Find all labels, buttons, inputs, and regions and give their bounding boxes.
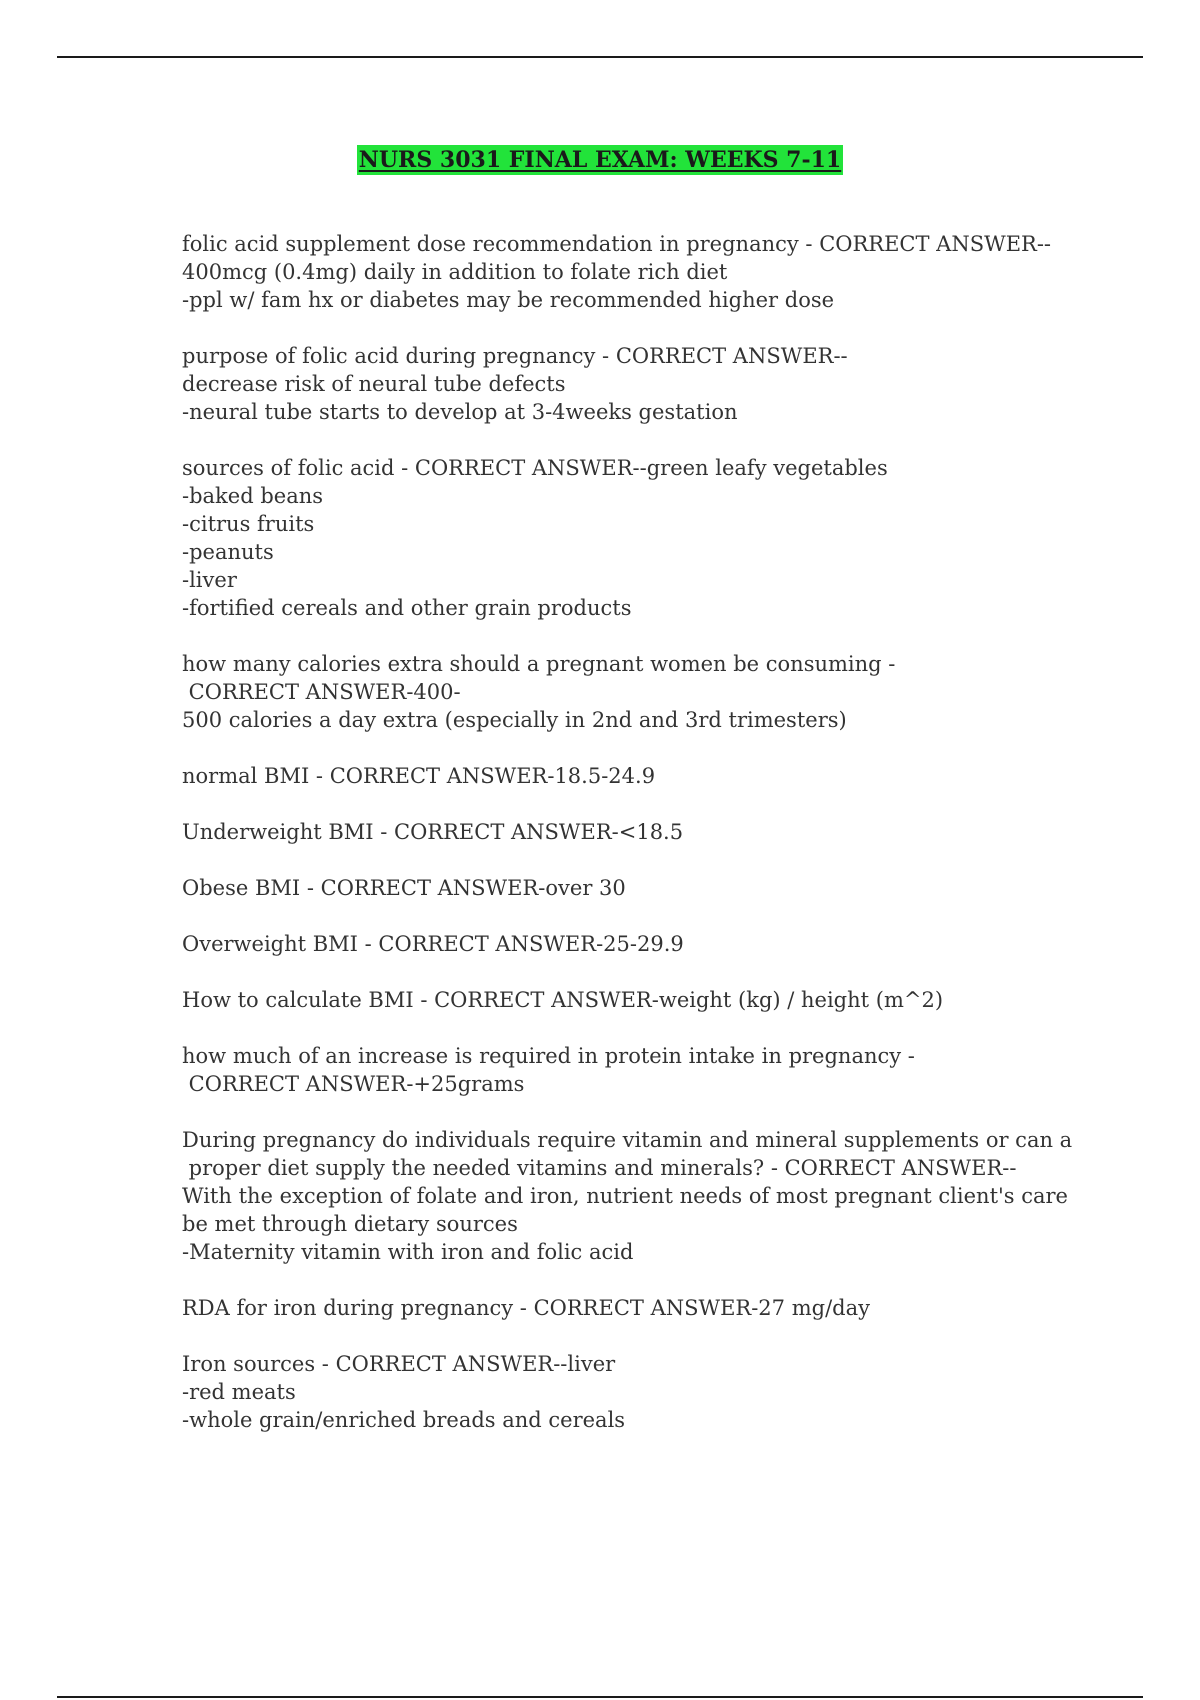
answer-line: -neural tube starts to develop at 3-4weeks gestation <box>182 400 738 424</box>
qa-entry <box>182 454 1082 622</box>
answer-line: -whole grain/enriched breads and cereals <box>182 1408 626 1432</box>
answer-line: -baked beans <box>182 484 324 508</box>
question-line: During pregnancy do individuals require vitamin and mineral supplements or can a <box>182 1128 1073 1152</box>
answer-line: -peanuts <box>182 540 274 564</box>
answer-line: -liver <box>182 568 237 592</box>
qa-entry <box>182 1042 1082 1098</box>
answer-line: With the exception of folate and iron, nutrient needs of most pregnant client's care <box>182 1184 1068 1208</box>
qa-entry <box>182 762 1082 790</box>
answer-line: -citrus fruits <box>182 512 315 536</box>
question-line: Underweight BMI - CORRECT ANSWER-<18.5 <box>182 820 684 844</box>
answer-line: 400mcg (0.4mg) daily in addition to folate rich diet <box>182 260 728 284</box>
answer-line: -fortified cereals and other grain products <box>182 596 632 620</box>
question-line: normal BMI - CORRECT ANSWER-18.5-24.9 <box>182 764 656 788</box>
qa-entry <box>182 650 1082 734</box>
qa-entry <box>182 818 1082 846</box>
answer-line: -ppl w/ fam hx or diabetes may be recommended higher dose <box>182 288 835 312</box>
qa-entry <box>182 986 1082 1014</box>
question-line: folic acid supplement dose recommendation in pregnancy - CORRECT ANSWER-- <box>182 232 1052 256</box>
answer-line: proper diet supply the needed vitamins and minerals? - CORRECT ANSWER-- <box>182 1156 1017 1180</box>
question-line: How to calculate BMI - CORRECT ANSWER-weight (kg) / height (m^2) <box>182 988 944 1012</box>
qa-entry <box>182 1294 1082 1322</box>
answer-line: decrease risk of neural tube defects <box>182 372 566 396</box>
question-line: sources of folic acid - CORRECT ANSWER--green leafy vegetables <box>182 456 888 480</box>
question-line: how many calories extra should a pregnant women be consuming - <box>182 652 896 676</box>
footer-rule <box>57 1696 1143 1698</box>
title-container <box>0 145 1200 175</box>
header-rule <box>57 56 1143 58</box>
answer-line: -Maternity vitamin with iron and folic acid <box>182 1240 634 1264</box>
question-line: Overweight BMI - CORRECT ANSWER-25-29.9 <box>182 932 684 956</box>
question-line: Iron sources - CORRECT ANSWER--liver <box>182 1352 616 1376</box>
answer-line: CORRECT ANSWER-400- <box>182 680 461 704</box>
qa-entry <box>182 874 1082 902</box>
question-line: RDA for iron during pregnancy - CORRECT ANSWER-27 mg/day <box>182 1296 870 1320</box>
question-line: Obese BMI - CORRECT ANSWER-over 30 <box>182 876 626 900</box>
qa-entry <box>182 342 1082 426</box>
document-body <box>182 230 1082 1462</box>
qa-entry <box>182 930 1082 958</box>
question-line: purpose of folic acid during pregnancy - CORRECT ANSWER-- <box>182 344 848 368</box>
document-title: NURS 3031 FINAL EXAM: WEEKS 7-11 <box>358 147 842 173</box>
qa-entry <box>182 1350 1082 1434</box>
question-line: how much of an increase is required in protein intake in pregnancy - <box>182 1044 915 1068</box>
qa-entry <box>182 230 1082 314</box>
qa-entry <box>182 1126 1082 1266</box>
answer-line: -red meats <box>182 1380 296 1404</box>
answer-line: 500 calories a day extra (especially in 2nd and 3rd trimesters) <box>182 708 847 732</box>
answer-line: CORRECT ANSWER-+25grams <box>182 1072 525 1096</box>
answer-line: be met through dietary sources <box>182 1212 518 1236</box>
